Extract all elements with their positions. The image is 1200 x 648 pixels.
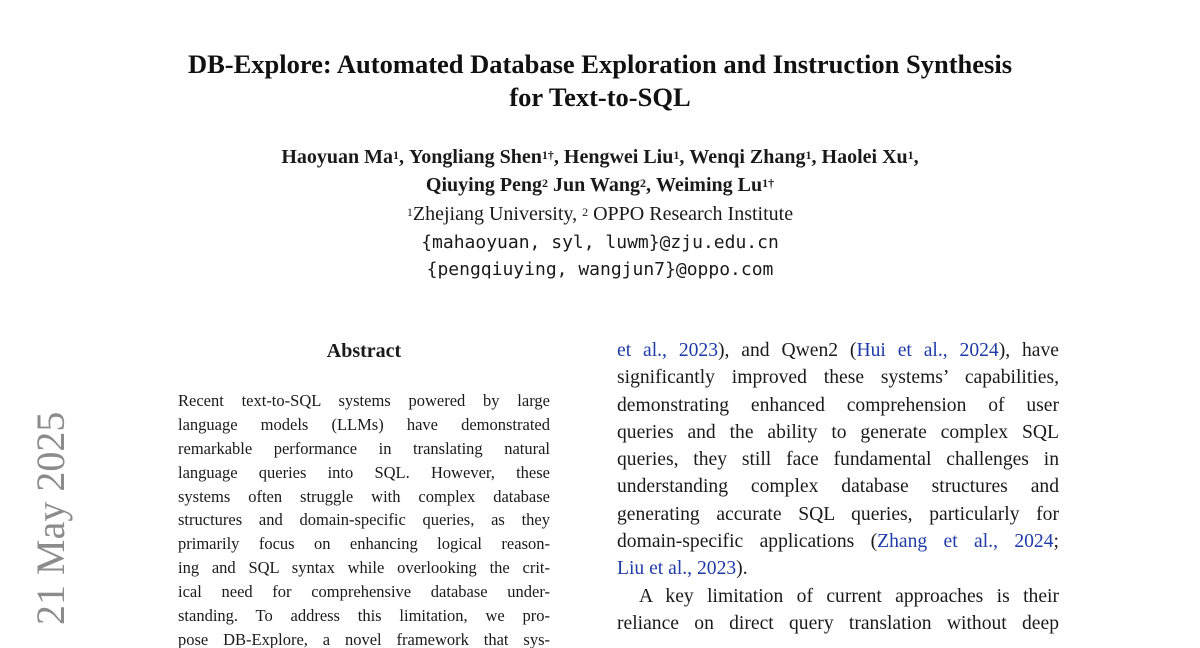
abstract-line: ical need for comprehensive database under- <box>178 582 550 602</box>
author: Haolei Xu$^1$, <box>821 146 919 168</box>
body-line: queries, they still face fundamental challenges in <box>617 449 1059 471</box>
abstract-text <box>178 389 550 648</box>
body-line: queries and the ability to generate complex SQL <box>617 421 1059 443</box>
abstract-heading: Abstract <box>326 340 402 362</box>
citation-link[interactable]: Liu et al., 2023 <box>617 558 737 580</box>
abstract-line: systems often struggle with complex database <box>178 486 550 506</box>
abstract-line: remarkable performance in translating natural <box>178 438 550 458</box>
paper-title <box>100 48 1100 114</box>
author: Weiming $Lu^{1\dagger}$ <box>655 174 775 196</box>
author: Hengwei Liu$^1$, <box>563 146 690 168</box>
abstract-line: Recent text-to-SQL systems powered by large <box>178 391 550 410</box>
title-line-1: DB-Explore: Automated Database Exploration and Instruction Synthesis <box>187 49 1013 79</box>
body-line: A key limitation of current approaches is their <box>639 585 1059 607</box>
author: Jun Wang$^2$, <box>553 174 656 196</box>
affiliations: $^1$Zhejiang University, $^2$ OPPO Research Institute <box>406 203 794 225</box>
citation-link[interactable]: Zhang et al., 2024 <box>877 531 1054 553</box>
body-line: generating accurate SQL queries, particularly for <box>617 503 1059 525</box>
author: Haoyuan Ma$^1$, <box>281 146 410 168</box>
title-line-2: for Text-to-SQL <box>509 82 691 112</box>
abstract-line: pose DB-Explore, a novel framework that sys- <box>178 629 550 648</box>
abstract-line: ing and SQL syntax while overlooking the crit- <box>178 558 550 578</box>
abstract-line: standing. To address this limitation, we pro- <box>178 606 550 626</box>
citation-link[interactable]: et al., 2023 <box>617 340 719 361</box>
body-line: demonstrating enhanced comprehension of user <box>617 394 1059 416</box>
abstract-line: language queries into SQL. However, these <box>178 462 550 482</box>
author: Qiuying Peng$^2$ <box>425 174 549 196</box>
author: Wenqi Zhang$^1$, <box>689 146 822 168</box>
citation-link[interactable]: Hui et al., 2024 <box>856 340 999 361</box>
body-line: et al., 2023), and Qwen2 (Hui et al., 2024), have <box>617 340 1059 361</box>
abstract-line: structures and domain-specific queries, as they <box>178 510 550 530</box>
author-line-2 <box>100 171 1100 199</box>
author-line-1 <box>100 143 1100 171</box>
email-line-2: {pengqiuying, wangjun7}@oppo.com <box>426 259 774 280</box>
author: Yongliang Shen$^{1\dagger}$, <box>409 146 564 168</box>
body-line: Liu et al., 2023). <box>617 558 748 580</box>
email-line-1: {mahaoyuan, syl, luwm}@zju.edu.cn <box>421 232 779 253</box>
arxiv-side-stamp: 21 May 2025 <box>28 411 73 625</box>
author-list <box>100 143 1100 199</box>
abstract-line: language models (LLMs) have demonstrated <box>178 414 550 434</box>
body-line: reliance on direct query translation without deep <box>617 612 1059 634</box>
body-line: domain-specific applications (Zhang et al., 2024; <box>617 531 1059 553</box>
abstract-line: primarily focus on enhancing logical reason- <box>178 534 550 554</box>
body-line: significantly improved these systems’ capabilities, <box>617 367 1059 389</box>
body-text-right-column <box>617 337 1059 637</box>
body-line: understanding complex database structures and <box>617 476 1059 498</box>
